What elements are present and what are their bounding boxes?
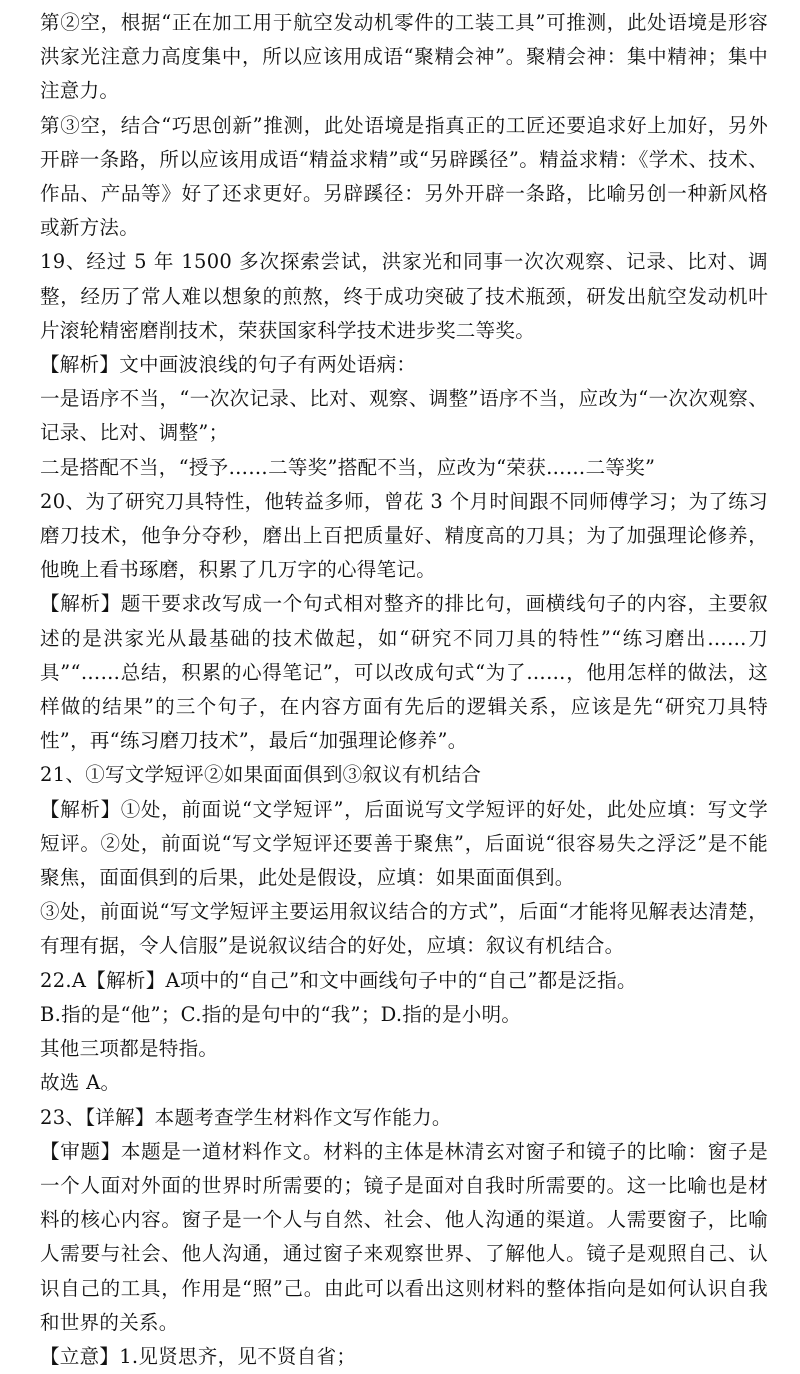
answer-blank-3-paragraph: 第③空，结合“巧思创新”推测，此处语境是指真正的工匠还要追求好上加好，另外开辟一条路，所以应该用成语“精益求精”或“另辟蹊径”。精益求精：《学术、技术、作品、产品等》好了还求更好。另辟蹊径：另外开辟一条路，比喻另创一种新风格或新方法。 <box>40 113 768 240</box>
question-23-heading: 23、【详解】本题考查学生材料作文写作能力。 <box>40 1105 452 1129</box>
question-22-answer: 22.A【解析】A项中的“自己”和文中画线句子中的“自己”都是泛指。 <box>40 968 637 992</box>
question-22-note: 其他三项都是特指。 <box>40 1037 219 1061</box>
question-23-review: 【审题】本题是一道材料作文。材料的主体是林清玄对窗子和镜子的比喻：窗子是一个人面对外面的世界时所需要的；镜子是面对自我时所需要的。这一比喻也是材料的核心内容。窗子是一个人与自然、社会、他人沟通的渠道。人需要窗子，比喻人需要与社会、他人沟通，通过窗子来观察世界、了解他人。镜子是观照自己、认识自己的工具，作用是“照”己。由此可以看出这则材料的整体指向是如何认识自我和世界的关系。 <box>40 1139 768 1334</box>
document-page <box>40 6 768 1374</box>
question-19-error-2: 二是搭配不当，“授予……二等奖”搭配不当，应改为“荣获……二等奖” <box>40 455 656 479</box>
question-19-error-1: 一是语序不当，“一次次记录、比对、观察、调整”语序不当，应改为“一次次观察、记录、比对、调整”； <box>40 387 768 445</box>
question-21-answer: 21、①写文学短评②如果面面俱到③叙议有机结合 <box>40 763 482 787</box>
question-19-answer: 19、经过 5 年 1500 多次探索尝试，洪家光和同事一次次观察、记录、比对、调整，经历了常人难以想象的煎熬，终于成功突破了技术瓶颈，研发出航空发动机叶片滚轮精密磨削技术，荣获国家科学技术进步奖二等奖。 <box>40 250 768 342</box>
question-19-analysis: 【解析】文中画波浪线的句子有两处语病： <box>40 353 417 377</box>
answer-blank-2-paragraph: 第②空，根据“正在加工用于航空发动机零件的工装工具”可推测，此处语境是形容洪家光注意力高度集中，所以应该用成语“聚精会神”。聚精会神：集中精神；集中注意力。 <box>40 11 768 103</box>
question-20-answer: 20、为了研究刀具特性，他转益多师，曾花 3 个月时间跟不同师傅学习；为了练习磨刀技术，他争分夺秒，磨出上百把质量好、精度高的刀具；为了加强理论修养，他晚上看书琢磨，积累了几万字的心得笔记。 <box>40 489 768 582</box>
question-22-conclusion: 故选 A。 <box>40 1071 121 1095</box>
question-23-theme: 【立意】1.见贤思齐，见不贤自省； <box>40 1344 357 1368</box>
question-21-analysis-3: ③处，前面说“写文学短评主要运用叙议结合的方式”，后面“才能将见解表达清楚，有理有据，令人信服”是说叙议结合的好处，应填：叙议有机结合。 <box>40 900 768 958</box>
question-21-analysis: 【解析】①处，前面说“文学短评”，后面说写文学短评的好处，此处应填：写文学短评。②处，前面说“写文学短评还要善于聚焦”，后面说“很容易失之浮泛”是不能聚焦，面面俱到的后果，此处是假设，应填：如果面面俱到。 <box>40 797 768 890</box>
question-20-analysis: 【解析】题干要求改写成一个句式相对整齐的排比句，画横线句子的内容，主要叙述的是洪家光从最基础的技术做起，如“研究不同刀具的特性”“练习磨出……刀具”“……总结，积累的心得笔记”，可以改成句式“为了……，他用怎样的做法，这样做的结果”的三个句子，在内容方面有先后的逻辑关系，应该是先“研究刀具特性”，再“练习磨刀技术”，最后“加强理论修养”。 <box>40 592 768 753</box>
question-22-options: B.指的是“他”；C.指的是句中的“我”；D.指的是小明。 <box>40 1002 522 1026</box>
